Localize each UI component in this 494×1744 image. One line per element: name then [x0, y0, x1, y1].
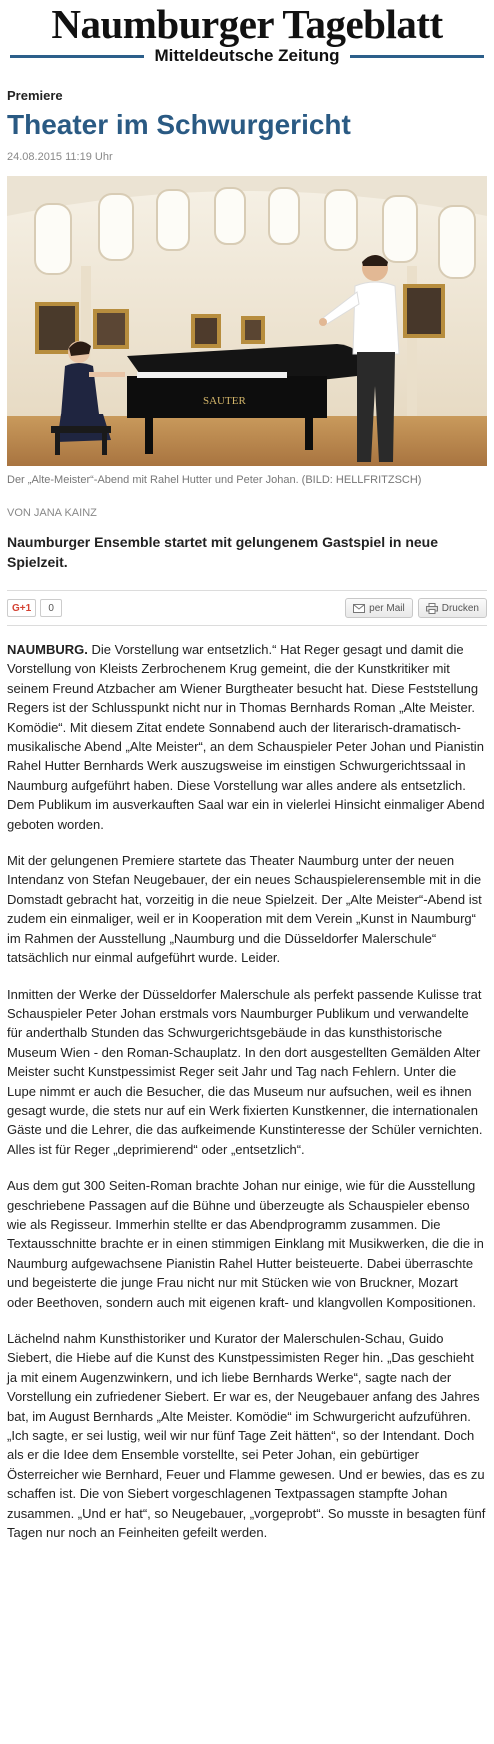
- envelope-icon: [353, 604, 365, 613]
- article-dateline: NAUMBURG.: [7, 642, 88, 657]
- google-plus-count: 0: [40, 599, 62, 617]
- article-photo-illustration: [7, 176, 487, 466]
- logo-rule-right: [350, 55, 484, 58]
- article-headline: Theater im Schwurgericht: [7, 109, 351, 140]
- body-paragraph-3: Inmitten der Werke der Düsseldorfer Malerschule als perfekt passende Kulisse trat Schauspieler Peter Johan erstmals vors Naumburger Publikum und verwandelte für anderthalb Stunden das Schwurgerichtsgebäude in das kunsthistorische Museum Wien - den Roman-Schauplatz. In den dort ausgestellten Gemälden Alter Meister sucht Kunstpessimist Reger seit Jahr und Tag nach Fehlern. Unter die Lupe nimmt er auch die Besucher, die das Museum nur aufsuchen, weil es ihnen gesagt wurde, die stets nur auf ein Werk fixierten Kunstkenner, die internationalen Gäste und die Lehrer, die das aufkeimende Kunstinteresse der Schüler vernichten. Alles ist für Reger „deprimierend“ oder „entsetzlich“.: [7, 986, 483, 1157]
- logo-rule-left: [10, 55, 144, 58]
- body-paragraph-4: Aus dem gut 300 Seiten-Roman brachte Johan nur einige, wie für die Ausstellung geschriebene Passagen auf die Bühne und überzeugte als Schauspieler ebenso wie als Regisseur. Immerhin stellte er das Abendprogramm zusammen. Die Textausschnitte brachte er in einen stimmigen Einklang mit Musikwerken, die die in Naumburg aufgewachsene Pianistin Rahel Hutter beisteuerte. Dabei überraschte und begeisterte die junge Frau nicht nur mit Stücken wie von Bruckner, Mozart oder Beethoven, sondern auch mit eigenen kraft- und klangvollen Kompositionen.: [7, 1178, 484, 1310]
- newspaper-logo-title: Naumburger Tageblatt: [51, 1, 443, 47]
- article-lead: Naumburger Ensemble startet mit gelungenem Gastspiel in neue Spielzeit.: [7, 534, 438, 570]
- article-photo[interactable]: [7, 176, 487, 466]
- article-author: VON JANA KAINZ: [7, 507, 97, 519]
- google-plus-button[interactable]: G+1: [7, 599, 36, 617]
- body-paragraph-1-text: Die Vorstellung war entsetzlich.“ Hat Reger gesagt und damit die Vorstellung von Kleists Zerbrochenem Krug gemeint, die der Kunstkritiker mit seinem Freund Atzbacher am Wiener Burgtheater besucht hat. Diese Feststellung Regers ist der Schlusspunkt nicht nur in Thomas Bernhards Roman „Alte Meister. Komödie“. Mit diesem Zitat endete Sonnabend auch der literarisch-dramatisch-musikalische Abend „Alte Meister“, an dem Schauspieler Peter Johan und Pianistin Rahel Hutter Bernhards Werk auszugsweise im einstigen Schwurgerichtssaal in Naumburg aufgeführt haben. Diese Vorstellung war alles andere als entsetzlich. Dem Publikum im ausverkauften Saal war ein in vielerlei Hinsicht einmaliger Abend geboten worden.: [7, 642, 485, 832]
- piano-brand-label: SAUTER: [203, 395, 246, 407]
- newspaper-logo-subline: [10, 46, 484, 66]
- body-paragraph-1: [7, 640, 487, 834]
- article-body: [7, 640, 487, 1542]
- photo-caption: Der „Alte-Meister“-Abend mit Rahel Hutter und Peter Johan. (BILD: HELLFRITZSCH): [7, 474, 422, 486]
- body-paragraph-5: Lächelnd nahm Kunsthistoriker und Kurator der Malerschulen-Schau, Guido Siebert, die Hiebe auf die Kunst des Kunstpessimisten Reger hin. „Das geschieht ja mit einem Augenzwinkern, und ich liebe Bernhards Werke“, sagte nach der Vorstellung ein zufriedener Siebert. Er war es, der Neugebauer anfang des Jahres bat, im August Bernhards „Alte Meister. Komödie“ im Schwurgericht aufzuführen. „Ich sagte, er sei lustig, weil wir nur fünf Tage Zeit hätten“, so der Intendant. Doch als er die Idee dem Ensemble vorstellte, sei Peter Johan, ein gebürtiger Österreicher wie Bernhard, Feuer und Flamme gewesen. Und er bewies, das es zu schaffen ist. Die von Siebert vorgeschlagenen Textpassagen stampfte Johan zusammen. „Und er hat“, so Neugebauer, „vorgeprobt“. So musste in besagten fünf Tagen nur noch an Feinheiten gefeilt werden.: [7, 1331, 486, 1541]
- printer-icon: [426, 603, 438, 614]
- article-tools: [345, 598, 487, 618]
- social-share: [7, 599, 62, 617]
- print-article-button[interactable]: [418, 598, 487, 618]
- article-kicker: Premiere: [7, 88, 63, 103]
- newspaper-logo-subtitle: Mitteldeutsche Zeitung: [154, 46, 340, 65]
- masthead[interactable]: [0, 0, 494, 66]
- email-article-label: per Mail: [369, 602, 405, 614]
- body-paragraph-2: Mit der gelungenen Premiere startete das Theater Naumburg unter der neuen Intendanz von Stefan Neugebauer, der ein neues Schauspielerensemble mit in die Domstadt gebracht hat, vorzeitig in die neue Spielzeit. Der „Alte Meister“-Abend ist zudem ein einmaliger, weil er in Kooperation mit dem Verein „Kunst in Naumburg“ im Rahmen der Ausstellung „Naumburg und die Düsseldorfer Malerschule“ tatsächlich nur einmal aufgeführt wurde. Leider.: [7, 853, 482, 966]
- article-date: 24.08.2015 11:19 Uhr: [7, 151, 113, 163]
- print-article-label: Drucken: [441, 602, 479, 614]
- article-content: [0, 88, 494, 1542]
- share-toolbar: [7, 590, 487, 626]
- email-article-button[interactable]: [345, 598, 413, 618]
